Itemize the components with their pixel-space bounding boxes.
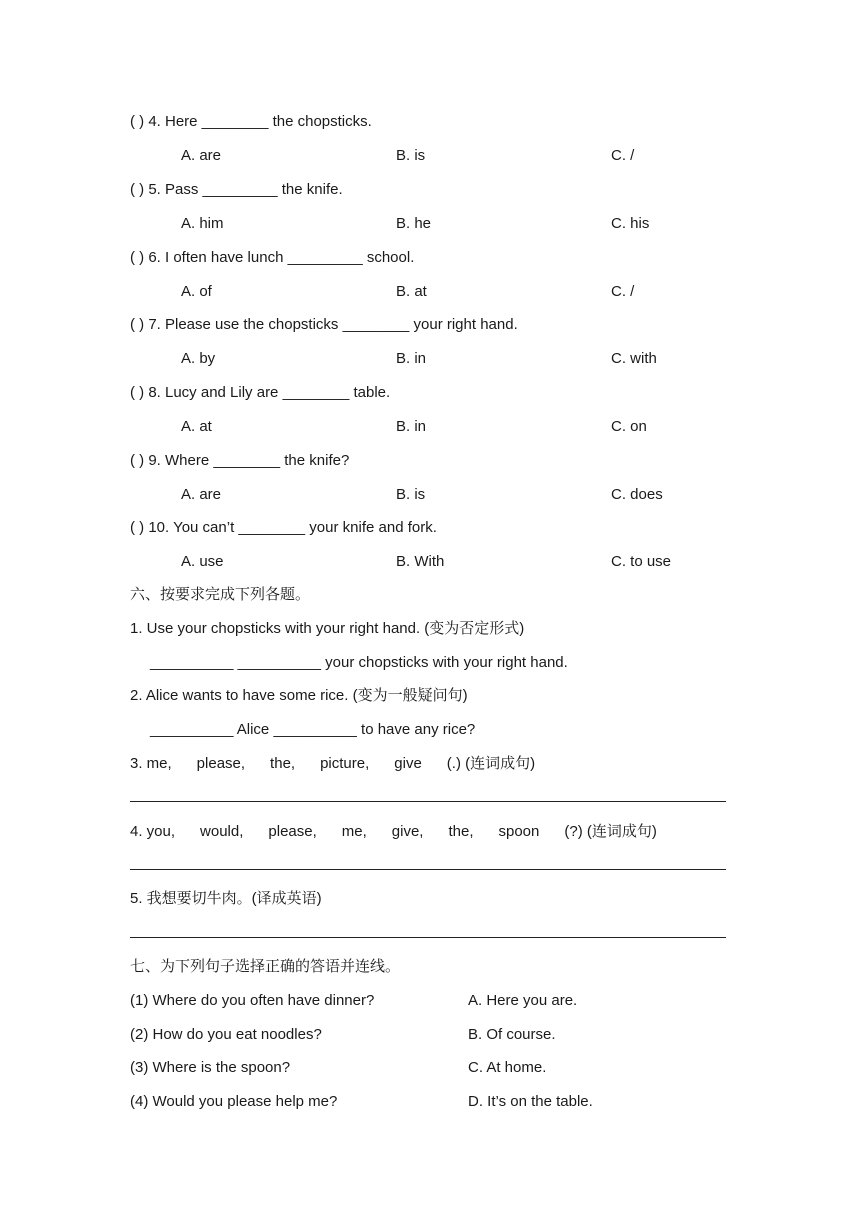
- match-answer: B. Of course.: [468, 1026, 556, 1043]
- section-heading: 六、按要求完成下列各题。: [130, 586, 311, 603]
- option-a: A. him: [181, 215, 224, 232]
- option-b: B. is: [396, 486, 426, 503]
- section-heading: 七、为下列句子选择正确的答语并连线。: [130, 958, 401, 975]
- option-c: C. /: [611, 283, 635, 300]
- option-b: B. at: [396, 283, 427, 300]
- match-question: (4) Would you please help me?: [130, 1093, 338, 1110]
- match-answer: A. Here you are.: [468, 992, 578, 1009]
- task-5: 5. 我想要切牛肉。(译成英语): [130, 890, 322, 907]
- task-4: 4. you, would, please, me, give, the, spoon (?) (连词成句): [130, 823, 657, 840]
- match-question: (2) How do you eat noodles?: [130, 1026, 322, 1043]
- task-3-answer-line[interactable]: [130, 801, 726, 802]
- question-stem: ( ) 10. You can’t ________ your knife and fork.: [130, 519, 437, 536]
- task-5-answer-line[interactable]: [130, 937, 726, 938]
- task-3: 3. me, please, the, picture, give (.) (连词成句): [130, 755, 536, 772]
- task-2-answer-line[interactable]: __________ Alice __________ to have any rice?: [150, 721, 476, 738]
- question-stem: ( ) 6. I often have lunch _________ school.: [130, 249, 415, 266]
- option-b: B. With: [396, 553, 445, 570]
- question-stem: ( ) 4. Here ________ the chopsticks.: [130, 113, 372, 130]
- task-4-answer-line[interactable]: [130, 869, 726, 870]
- question-stem: ( ) 7. Please use the chopsticks ________ your right hand.: [130, 316, 518, 333]
- option-b: B. in: [396, 350, 427, 367]
- option-c: C. his: [611, 215, 650, 232]
- option-c: C. with: [611, 350, 657, 367]
- question-stem: ( ) 8. Lucy and Lily are ________ table.: [130, 384, 391, 401]
- match-answer: C. At home.: [468, 1059, 547, 1076]
- option-c: C. on: [611, 418, 647, 435]
- option-a: A. by: [181, 350, 216, 367]
- option-c: C. to use: [611, 553, 672, 570]
- option-a: A. are: [181, 486, 222, 503]
- option-a: A. use: [181, 553, 224, 570]
- match-question: (3) Where is the spoon?: [130, 1059, 291, 1076]
- option-b: B. in: [396, 418, 427, 435]
- option-a: A. are: [181, 147, 222, 164]
- task-1: 1. Use your chopsticks with your right hand. (变为否定形式): [130, 620, 525, 637]
- option-b: B. is: [396, 147, 426, 164]
- match-answer: D. It’s on the table.: [468, 1093, 593, 1110]
- option-a: A. of: [181, 283, 212, 300]
- match-question: (1) Where do you often have dinner?: [130, 992, 375, 1009]
- task-1-answer-line[interactable]: __________ __________ your chopsticks with your right hand.: [150, 654, 568, 671]
- option-a: A. at: [181, 418, 212, 435]
- option-b: B. he: [396, 215, 432, 232]
- question-stem: ( ) 5. Pass _________ the knife.: [130, 181, 343, 198]
- task-2: 2. Alice wants to have some rice. (变为一般疑问句): [130, 687, 468, 704]
- option-c: C. does: [611, 486, 663, 503]
- option-c: C. /: [611, 147, 635, 164]
- question-stem: ( ) 9. Where ________ the knife?: [130, 452, 350, 469]
